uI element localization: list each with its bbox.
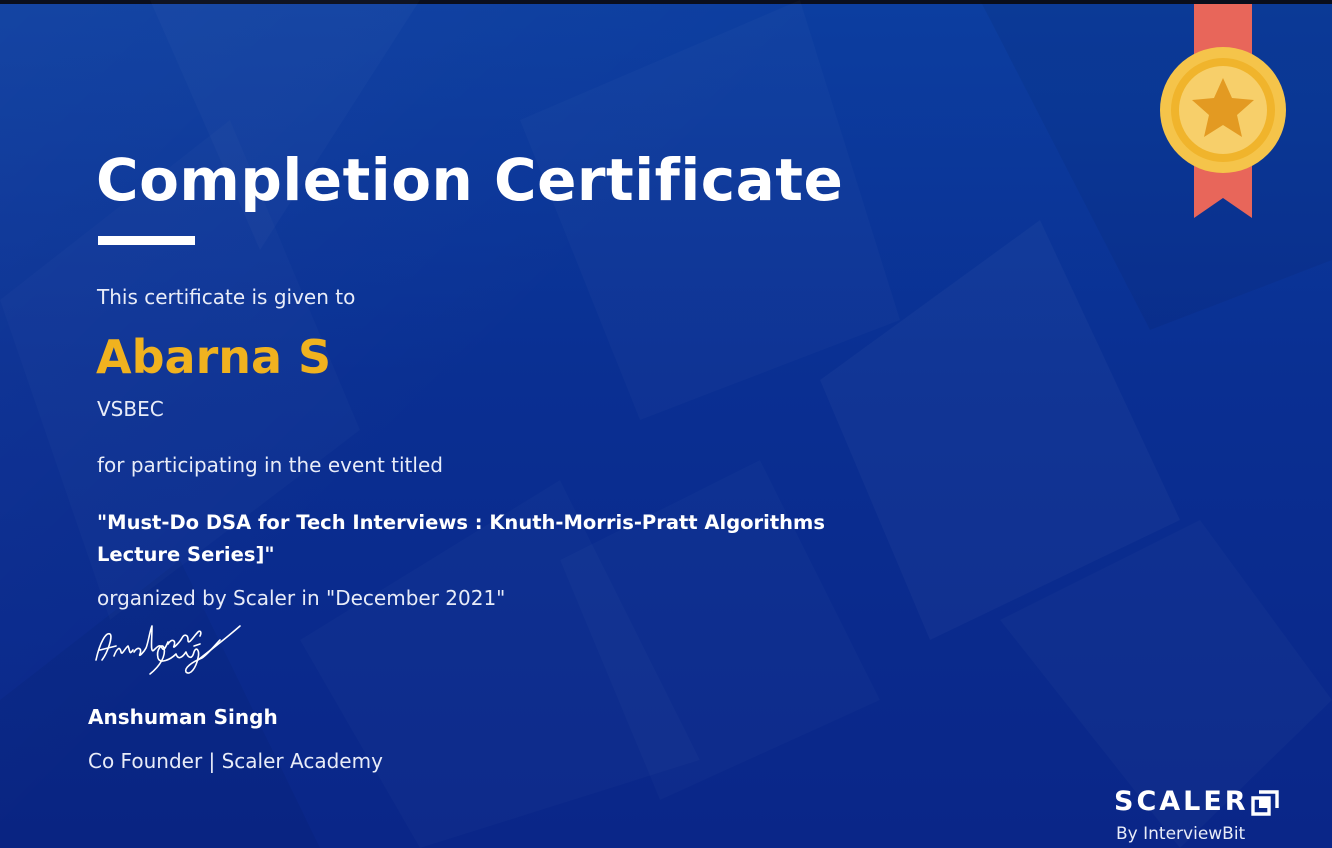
brand-logo <box>1114 786 1294 846</box>
scaler-logo-icon <box>1251 788 1279 816</box>
signature-image <box>90 600 250 682</box>
signatory-name: Anshuman Singh <box>88 705 278 729</box>
certificate-title: Completion Certificate <box>96 146 844 214</box>
event-title-line-1: "Must-Do DSA for Tech Interviews : Knuth-Morris-Pratt Algorithms <box>97 511 825 534</box>
recipient-name: Abarna S <box>96 330 332 384</box>
star-medal-icon <box>1156 0 1292 222</box>
organized-text: organized by Scaler in "December 2021" <box>97 586 506 610</box>
given-to-text: This certificate is given to <box>97 285 356 309</box>
event-title-line-2: Lecture Series]" <box>97 543 275 566</box>
brand-name: SCALER <box>1114 786 1249 817</box>
event-title <box>97 507 897 571</box>
institution-name: VSBEC <box>97 397 164 421</box>
title-underline <box>98 236 195 245</box>
signatory-title: Co Founder | Scaler Academy <box>88 749 383 773</box>
brand-tagline: By InterviewBit <box>1116 824 1246 844</box>
participation-text: for participating in the event titled <box>97 453 443 477</box>
